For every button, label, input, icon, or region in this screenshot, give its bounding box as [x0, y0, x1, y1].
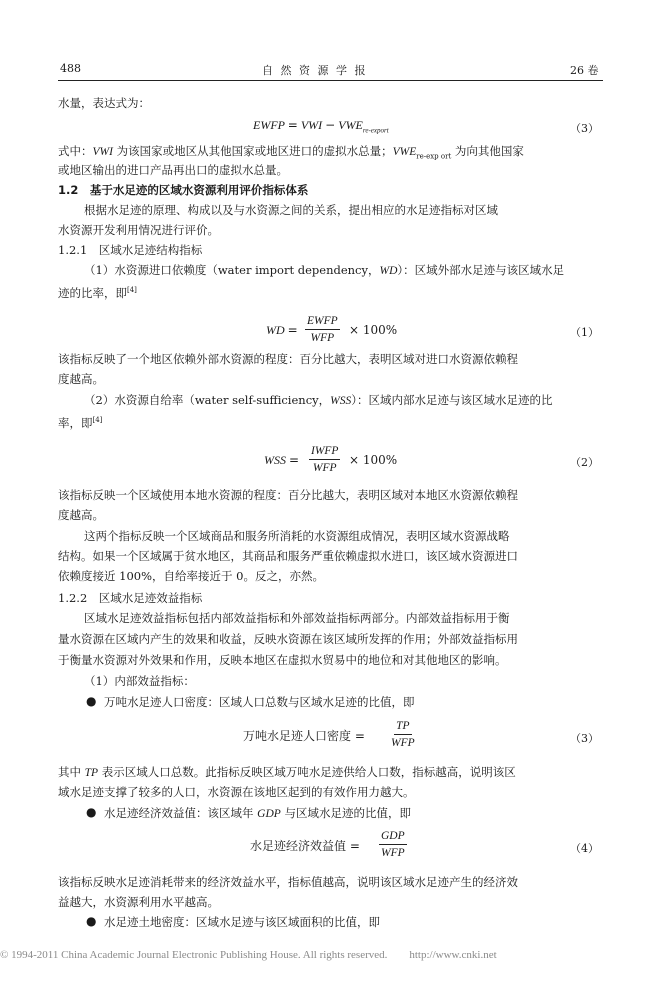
text-line: 益越大，水资源利用水平越高。 — [58, 895, 219, 909]
equation-number: （1） — [570, 326, 599, 339]
equation-tp-fraction: TP WFP — [391, 720, 415, 749]
text-line: 迹的比率，即[4] — [58, 285, 137, 300]
text-line: 度越高。 — [58, 372, 104, 386]
text-line: 水量，表达式为： — [58, 96, 150, 110]
equation-number: （3） — [570, 732, 599, 745]
bullet-icon: ● — [86, 805, 97, 819]
equation-wss-lhs: WSS = — [264, 453, 300, 467]
text-line: 域水足迹支撑了较多的人口，水资源在该地区起到的有效作用力越大。 — [58, 785, 415, 799]
text-line: 万吨水足迹人口密度：区域人口总数与区域水足迹的比值，即 — [104, 695, 415, 709]
equation-wss-fraction: IWFP WFP — [311, 445, 339, 474]
header-rule — [58, 80, 603, 81]
text-line: 水资源开发利用情况进行评价。 — [58, 223, 219, 237]
text-line: 率，即[4] — [58, 415, 103, 430]
text-line: 或地区输出的进口产品再出口的虚拟水总量。 — [58, 163, 288, 177]
text-line: 量水资源在区域内产生的效果和收益，反映水资源在该区域所发挥的作用；外部效益指标用 — [58, 632, 518, 646]
equation-wd-lhs: WD = — [266, 323, 298, 337]
text-line: 水足迹土地密度：区域水足迹与该区域面积的比值，即 — [104, 915, 380, 929]
bullet-icon: ● — [86, 914, 97, 928]
text-line: （1）内部效益指标： — [84, 674, 195, 688]
page-number: 488 — [60, 62, 81, 75]
equation-wd-fraction: EWFP WFP — [307, 315, 338, 344]
text-line: 区域水足迹效益指标包括内部效益指标和外部效益指标两部分。内部效益指标用于衡 — [84, 611, 510, 625]
equation-tp-lhs: 万吨水足迹人口密度 = — [243, 729, 365, 743]
volume-label: 26 卷 — [570, 64, 599, 77]
equation-wss-tail: × 100% — [349, 453, 398, 467]
equation-gdp-lhs: 水足迹经济效益值 = — [250, 839, 360, 853]
text-line: 该指标反映了一个地区依赖外部水资源的程度：百分比越大，表明区域对进口水资源依赖程 — [58, 352, 518, 366]
text-line: 度越高。 — [58, 508, 104, 522]
equation-number: （4） — [570, 842, 599, 855]
text-line: 该指标反映水足迹消耗带来的经济效益水平，指标值越高，说明该区域水足迹产生的经济效 — [58, 875, 518, 889]
text-line: 其中 TP 表示区域人口总数。此指标反映区域万吨水足迹供给人口数，指标越高，说明该区 — [58, 765, 516, 779]
copyright-footer: © 1994-2011 China Academic Journal Electronic Publishing House. All rights reserved. http://www.cnki.net — [0, 949, 497, 961]
text-line: 根据水足迹的原理、构成以及与水资源之间的关系，提出相应的水足迹指标对区域 — [84, 203, 498, 217]
text-line: 这两个指标反映一个区域商品和服务所消耗的水资源组成情况，表明区域水资源战略 — [84, 529, 510, 543]
section-heading: 1.2 基于水足迹的区域水资源利用评价指标体系 — [58, 183, 309, 197]
text-line: 依赖度接近 100%，自给率接近于 0。反之，亦然。 — [58, 569, 325, 583]
equation-ewfp: EWFP = VWI − $VWE_{re-export}$ — [253, 118, 389, 135]
subsection-heading: 1.2.1 区域水足迹结构指标 — [58, 243, 203, 257]
text-line: 该指标反映一个区域使用本地水资源的程度：百分比越大，表明区域对本地区水资源依赖程 — [58, 488, 518, 502]
text-line: 水足迹经济效益值：该区域年 GDP 与区域水足迹的比值，即 — [104, 806, 411, 820]
text-line: 于衡量水资源对外效果和作用，反映本地区在虚拟水贸易中的地位和对其他地区的影响。 — [58, 653, 507, 667]
text-line: 式中：VWI 为该国家或地区从其他国家或地区进口的虚拟水总量；$VWE_{re-exp ort}$ 为向其他国家 — [58, 144, 524, 161]
text-line: （1）水资源进口依赖度（water import dependency，WD）：区域外部水足迹与该区域水足 — [84, 263, 565, 277]
text-line: （2）水资源自给率（water self-sufficiency，WSS）：区域内部水足迹与该区域水足迹的比 — [84, 393, 553, 407]
equation-number: （3） — [570, 122, 599, 135]
equation-number: （2） — [570, 456, 599, 469]
text-line: 结构。如果一个区域属于贫水地区，其商品和服务严重依赖虚拟水进口，该区域水资源进口 — [58, 549, 518, 563]
journal-title: 自 然 资 源 学 报 — [262, 64, 368, 77]
subsection-heading: 1.2.2 区域水足迹效益指标 — [58, 591, 203, 605]
equation-wd-tail: × 100% — [349, 323, 398, 337]
bullet-icon: ● — [86, 694, 97, 708]
equation-gdp-fraction: GDP WFP — [381, 830, 405, 859]
